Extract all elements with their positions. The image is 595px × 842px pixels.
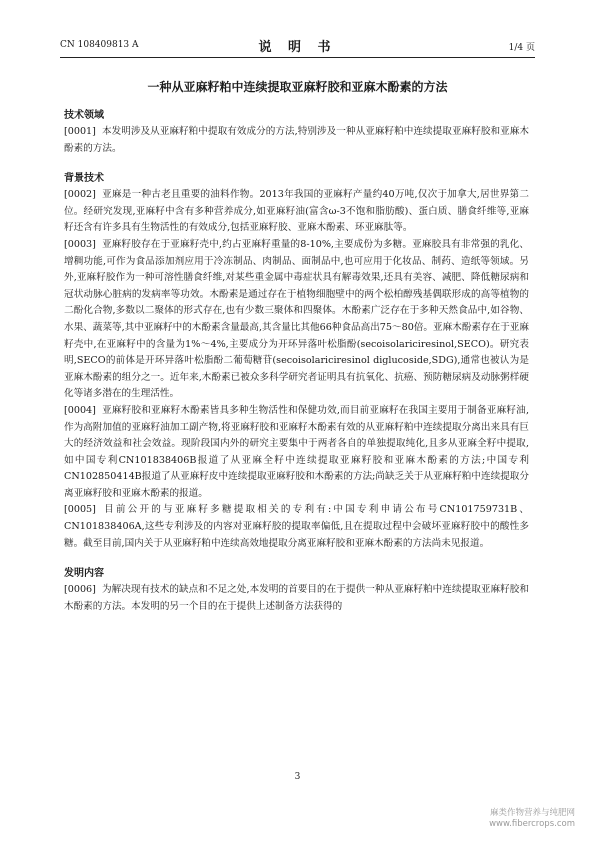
page-header [60,36,535,56]
paragraph [64,582,529,615]
paragraph-text: 为解决现有技术的缺点和不足之处,本发明的首要目的在于提供一种从亚麻籽粕中连续提取亚麻籽胶和木酚素的方法。本发明的另一个目的在于提供上述制备方法获得的 [64,584,529,612]
section-heading: 技术领域 [64,110,104,121]
section-heading: 背景技术 [64,173,104,185]
paragraph-text: 亚麻籽胶和亚麻籽木酚素皆具多种生物活性和保健功效,而目前亚麻籽在我国主要用于制备亚麻籽油,作为高附加值的亚麻籽油加工副产物,将亚麻籽胶和亚麻籽木酚素有效的从亚麻籽粕中连续提取分离出来具有巨大的经济效益和社会效益。现阶段国内外的研究主要集中于两者各自的单独提取纯化,且多从亚麻全籽中提取,如中国专利CN101838406B报道了从亚麻全籽中连续提取亚麻籽胶和亚麻木酚素的方法;中国专利CN102850414B报道了从亚麻籽皮中连续提取亚麻籽胶和木酚素的方法;尚缺乏关于从亚麻籽粕中连续提取分离亚麻籽胶和亚麻木酚素的报道。 [64,404,529,499]
paragraph [64,237,529,403]
paragraph-number: [0006] [64,584,96,596]
publication-number: CN 108409813 A [60,40,139,50]
paragraph-text: 亚麻是一种古老且重要的油料作物。2013年我国的亚麻籽产量约40万吨,仅次于加拿大,居世界第二位。经研究发现,亚麻籽中含有多种营养成分,如亚麻籽油(富含ω-3不饱和脂肪酸)、蛋白质、膳食纤维等,亚麻籽还含有许多具有生物活性的有效成分,包括亚麻籽胶、亚麻木酚素、环亚麻肽等。 [64,189,529,234]
paragraph [64,502,529,552]
watermark-url: www.fibercrops.com [489,819,575,829]
paragraph-number: [0003] [64,238,96,250]
paragraph-number: [0002] [64,189,96,201]
paragraph-number: [0004] [64,404,96,416]
paragraph-number: [0001] [64,126,96,137]
paragraph [64,187,529,237]
document-body [64,108,529,615]
watermark [489,808,575,830]
paragraph-text: 本发明涉及从亚麻籽粕中提取有效成分的方法,特别涉及一种从亚麻籽粕中连续提取亚麻籽胶和亚麻木酚素的方法。 [64,126,529,154]
section-heading: 发明内容 [64,568,104,580]
document-title: 一种从亚麻籽粕中连续提取亚麻籽胶和亚麻木酚素的方法 [147,80,448,94]
watermark-site-name: 麻类作物营养与纯肥网 [489,808,575,818]
page-number: 3 [294,772,301,782]
page-counter: 1/4 页 [508,43,535,53]
paragraph-number: [0005] [64,504,96,516]
paragraph [64,124,529,157]
paragraph-text: 亚麻籽胶存在于亚麻籽壳中,约占亚麻籽重量的8-10%,主要成份为多糖。亚麻胶具有非常强的乳化、增稠功能,可作为食品添加剂应用于冷冻制品、肉制品、面制品中,也可应用于化妆品、制药、造纸等领域。另外,亚麻籽胶作为一种可溶性膳食纤维,对某些重金属中毒症状具有解毒效果,还具有美容、减肥、降低糖尿病和冠状动脉心脏病的发病率等功效。木酚素是通过存在于植物细胞壁中的两个松柏醇残基偶联形成的高等植物的二酚化合物,多数以二聚体的形式存在,也有少数三聚体和四聚体。木酚素广泛存在于多种天然食品中,如谷物、水果、蔬菜等,其中亚麻籽中的木酚素含量最高,其含量比其他66种食品高出75～80倍。亚麻木酚素存在于亚麻籽壳中,在亚麻籽中的含量为1%～4%,主要成分为开环异落叶松脂酚(secoisolariciresinol,SECO)。研究表明,SECO的前体是开环异落叶松脂酚二葡萄糖苷(secoisolariciresinol diglucoside,SDG),通常也被认为是亚麻木酚素的组分之一。近年来,木酚素已被众多科学研究者证明具有抗氧化、抗癌、预防糖尿病及动脉粥样硬化等诸多潜在的生理活性。 [64,238,529,400]
paragraph-text: 目前公开的与亚麻籽多糖提取相关的专利有:中国专利申请公布号CN101759731B、CN101838406A,这些专利涉及的内容对亚麻籽胶的提取率偏低,且在提取过程中会破坏亚麻籽胶中的酸性多糖。截至目前,国内关于从亚麻籽粕中连续高效地提取分离亚麻籽胶和亚麻木酚素的方法尚未见报道。 [64,504,529,549]
paragraph [64,403,529,503]
document-type-label: 说 明 书 [258,40,337,55]
header-divider [60,57,535,58]
